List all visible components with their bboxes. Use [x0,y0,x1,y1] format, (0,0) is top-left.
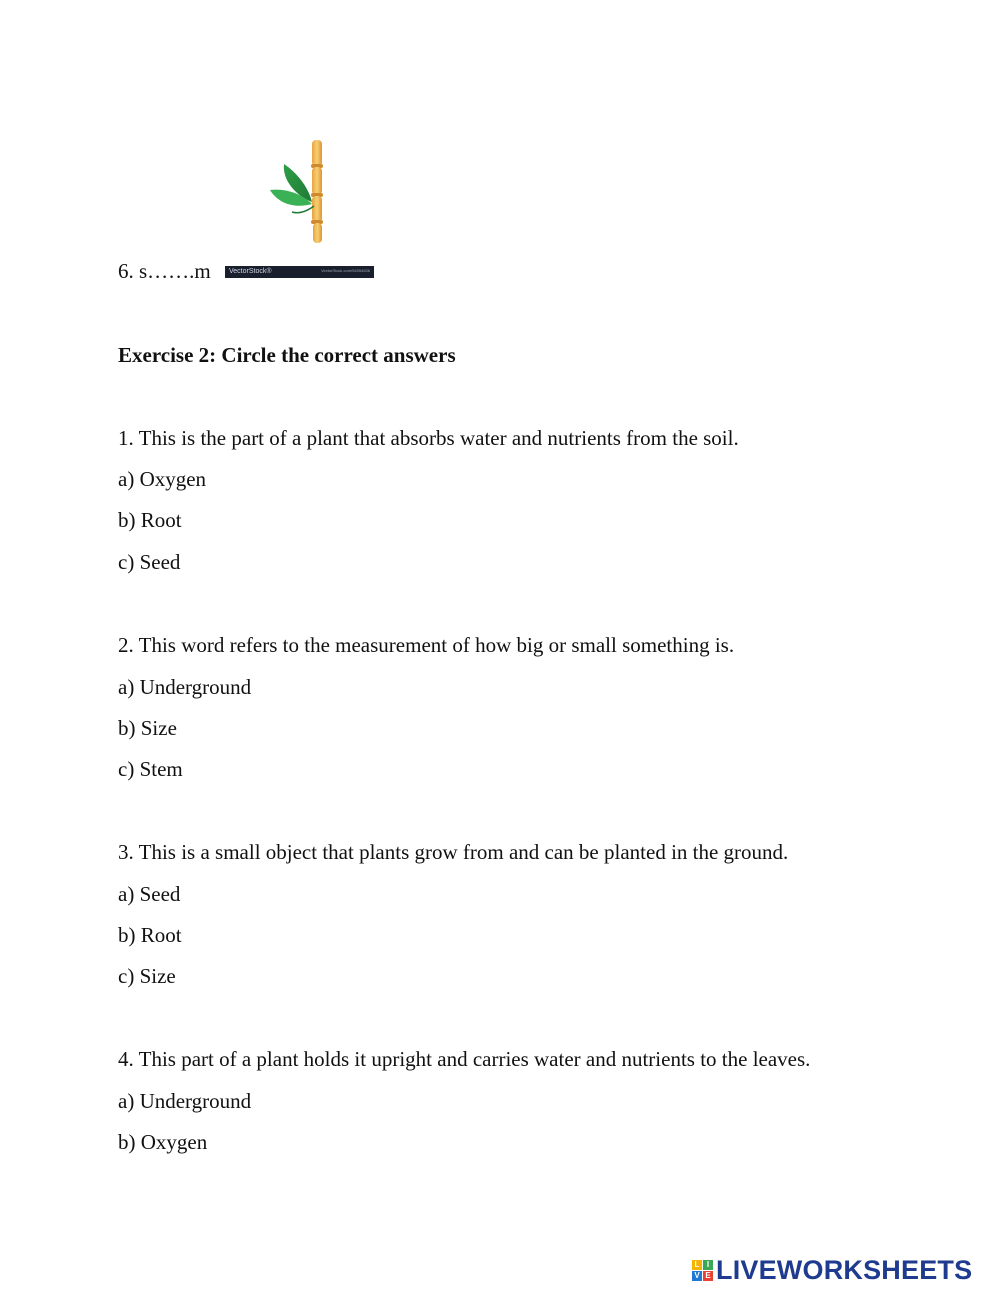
question-2-option-b[interactable]: b) Size [118,716,177,740]
logo-mark-letter: L [692,1260,702,1270]
stock-credit: VectorStock.com/54554636 [321,268,370,273]
logo-mark-letter: I [703,1260,713,1270]
logo-mark-icon [692,1260,713,1281]
question-4-option-a[interactable]: a) Underground [118,1089,252,1113]
question-1-option-c[interactable]: c) Seed [118,550,181,574]
item-6-label: 6. s…….m [118,259,211,283]
question-4: 4. This part of a plant holds it upright and carries water and nutrients to the leaves. [118,1047,811,1071]
question-2: 2. This word refers to the measurement of how big or small something is. [118,633,735,657]
question-3: 3. This is a small object that plants grow from and can be planted in the ground. [118,840,789,864]
question-1-option-b[interactable]: b) Root [118,508,182,532]
bamboo-stem-image [262,136,342,248]
question-1-option-a[interactable]: a) Oxygen [118,467,207,491]
question-4-option-b[interactable]: b) Oxygen [118,1130,208,1154]
question-1: 1. This is the part of a plant that absorbs water and nutrients from the soil. [118,426,739,450]
liveworksheets-logo [692,1256,972,1284]
logo-mark-letter: E [703,1271,713,1281]
question-2-option-a[interactable]: a) Underground [118,675,252,699]
question-3-option-a[interactable]: a) Seed [118,882,181,906]
logo-text: LIVEWORKSHEETS [716,1254,973,1285]
logo-mark-letter: V [692,1271,702,1281]
stock-brand: VectorStock® [229,268,272,275]
exercise-2-heading: Exercise 2: Circle the correct answers [118,343,456,367]
stock-image-banner [225,266,374,278]
question-3-option-c[interactable]: c) Size [118,964,176,988]
question-2-option-c[interactable]: c) Stem [118,757,183,781]
question-3-option-b[interactable]: b) Root [118,923,182,947]
